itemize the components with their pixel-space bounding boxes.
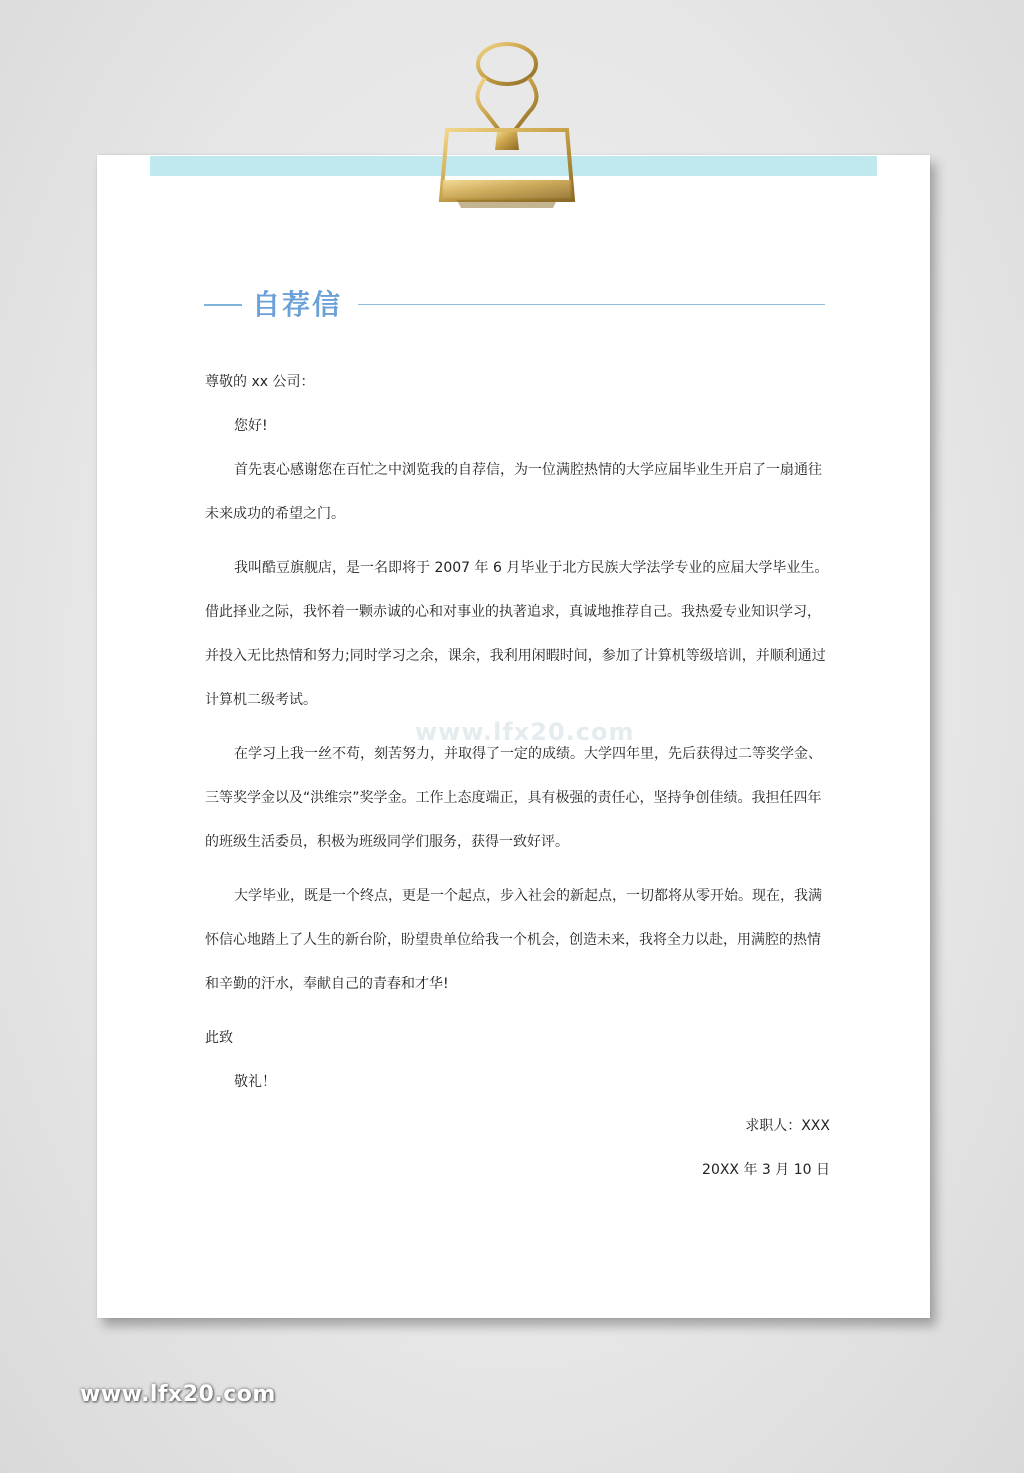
- title-line-right: [358, 304, 825, 305]
- closing-line-2: 敬礼！: [234, 1074, 276, 1090]
- paragraph-2: 我叫酷豆旗舰店，是一名即将于 2007 年 6 月毕业于北方民族大学法学专业的应届大学毕业生。借此择业之际，我怀着一颗赤诚的心和对事业的执著追求，真诚地推荐自己。我热爱专业知识学习，并投入无比热情和努力;同时学习之余，课余，我利用闲暇时间，参加了计算机等级培训，并顺利通过计算机二级考试。: [205, 560, 829, 708]
- page-title: 自荐信: [252, 288, 343, 321]
- title-line-left: [204, 304, 242, 306]
- signature: 求职人：XXX: [745, 1118, 830, 1134]
- closing-line-1: 此致: [205, 1030, 233, 1046]
- paragraph-3: 在学习上我一丝不苟，刻苦努力，并取得了一定的成绩。大学四年里，先后获得过二等奖学金、三等奖学金以及“洪维宗”奖学金。工作上态度端正，具有极强的责任心，坚持争创佳绩。我担任四年的班级生活委员，积极为班级同学们服务，获得一致好评。: [205, 746, 822, 850]
- binder-clip-icon: [437, 40, 577, 212]
- watermark: www.lfx20.com: [80, 1382, 276, 1407]
- paragraph-1: 首先衷心感谢您在百忙之中浏览我的自荐信，为一位满腔热情的大学应届毕业生开启了一扇通往未来成功的希望之门。: [205, 462, 822, 522]
- paragraph-4: 大学毕业，既是一个终点，更是一个起点，步入社会的新起点，一切都将从零开始。现在，我满怀信心地踏上了人生的新台阶，盼望贵单位给我一个机会，创造未来，我将全力以赴，用满腔的热情和辛勤的汗水，奉献自己的青春和才华!: [205, 888, 822, 992]
- date: 20XX 年 3 月 10 日: [702, 1162, 830, 1178]
- title-row: [204, 283, 825, 327]
- salutation: 尊敬的 xx 公司：: [205, 374, 315, 390]
- greeting: 您好!: [234, 418, 268, 434]
- letter-body: [205, 360, 830, 1192]
- watermark-center: www.lfx20.com: [415, 718, 635, 746]
